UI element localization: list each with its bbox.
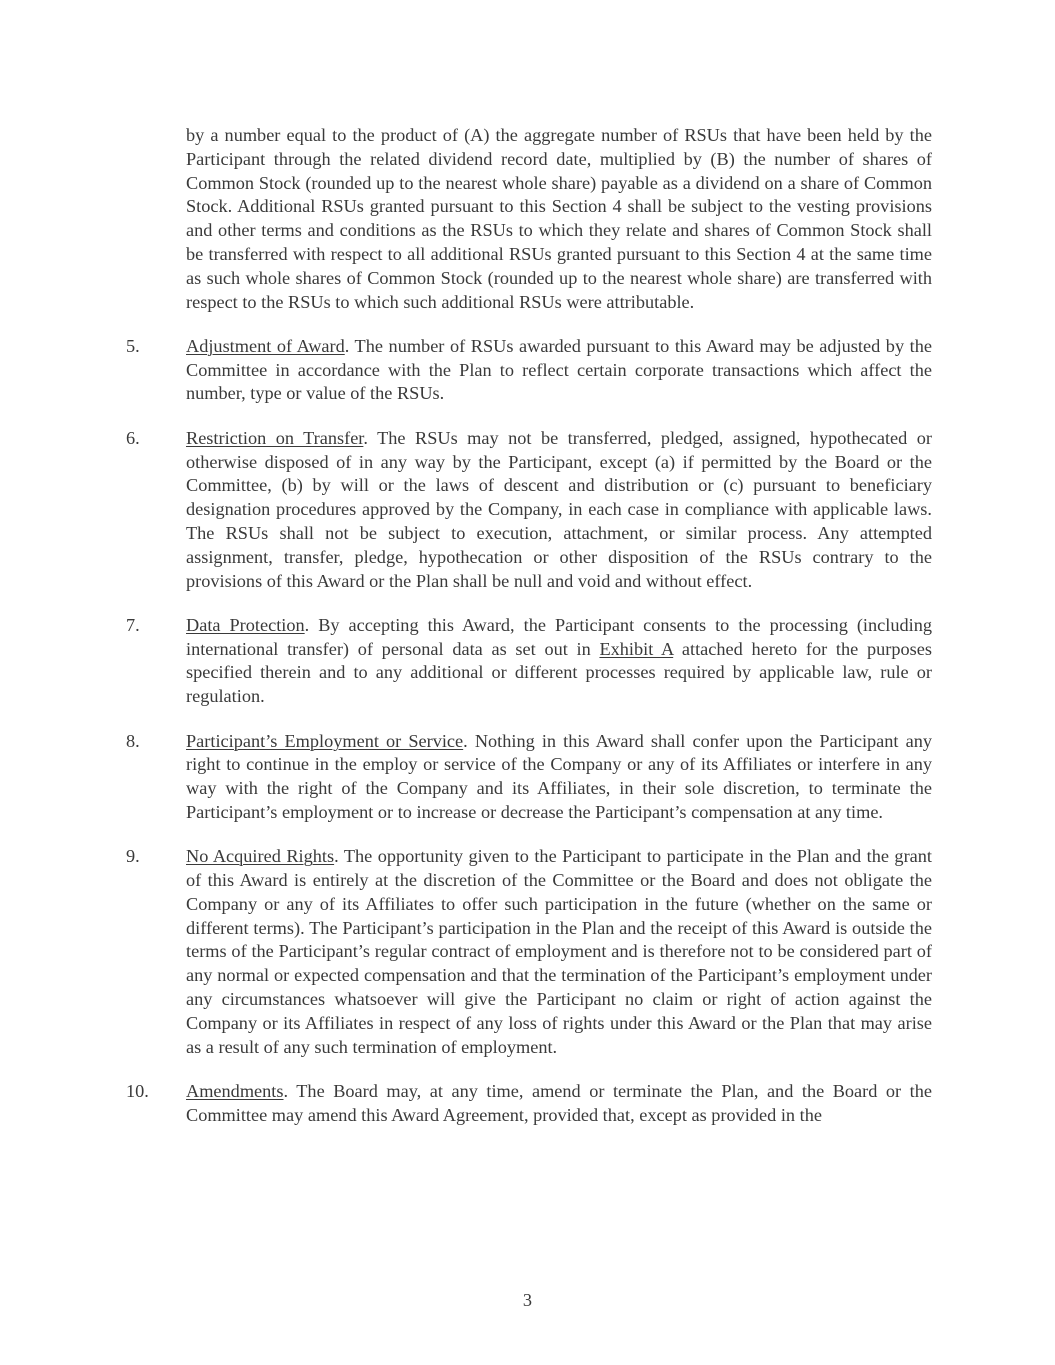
section-body [186,1080,932,1128]
section-heading: Restriction on Transfer [186,427,364,448]
section-body [186,614,932,709]
page-number: 3 [522,1290,533,1310]
section-6 [126,427,932,594]
section-8 [126,730,932,825]
section-9 [126,845,932,1059]
section-number: 7. [126,614,140,635]
section-body [186,845,932,1059]
section-text: . The number of RSUs awarded pursuant to this Award may be adjusted by the Committee in accordance with the Plan to reflect certain corporate transactions which affect the number, type or value of the RSUs. [186,335,932,404]
exhibit-a-reference: Exhibit A [599,638,674,659]
continuation-paragraph: by a number equal to the product of (A) the aggregate number of RSUs that have been held by the Participant through the related dividend record date, multiplied by (B) the number of shares of Common Stock (rounded up to the nearest whole share) payable as a dividend on a share of Common Stock. Additional RSUs granted pursuant to this Section 4 shall be subject to the vesting provisions and other terms and conditions as the RSUs to which they relate and shares of Common Stock shall be transferred with respect to all additional RSUs granted pursuant to this Section 4 at the same time as such whole shares of Common Stock (rounded up to the nearest whole share) are transferred with respect to the RSUs to which such additional RSUs were attributable. [186,125,932,312]
section-heading: Participant’s Employment or Service [186,730,464,751]
section-text: . The RSUs may not be transferred, pledged, assigned, hypothecated or otherwise disposed of in any way by the Participant, except (a) if permitted by the Board or the Committee, (b) by will or the laws of descent and distribution or (c) pursuant to beneficiary designation procedures approved by the Company, in each case in compliance with applicable laws. The RSUs shall not be subject to execution, attachment, or similar process. Any attempted assignment, transfer, pledge, hypothecation or other disposition of the RSUs contrary to the provisions of this Award or the Plan shall be null and void and without effect. [186,427,932,591]
section-7 [126,614,932,709]
section-text: . By accepting this Award, the Participant consents to the processing (including international transfer) of personal data as set out in [186,614,932,659]
section-heading: Amendments [186,1080,284,1101]
section-number: 5. [126,335,140,356]
section-5 [126,335,932,406]
section-body [186,730,932,825]
section-text: . The opportunity given to the Participant to participate in the Plan and the grant of this Award is entirely at the discretion of the Committee or the Board and does not obligate the Company or any of its Affiliates to offer such participation in the future (whether on the same or different terms). The Participant’s participation in the Plan and the receipt of this Award is outside the terms of the Participant’s regular contract of employment and is therefore not to be considered part of any normal or expected compensation and that the termination of the Participant’s employment under any circumstances whatsoever will give the Participant no claim or right of action against the Company or its Affiliates in respect of any loss of rights under this Award or the Plan that may arise as a result of any such termination of employment. [186,846,932,1057]
section-text: . The Board may, at any time, amend or terminate the Plan, and the Board or the Committee may amend this Award Agreement, provided that, except as provided in the [186,1080,932,1125]
section-number: 9. [126,846,140,867]
section-body [186,335,932,406]
section-text: attached hereto for the purposes specified therein and to any additional or different processes required by applicable law, rule or regulation. [186,638,932,707]
section-number: 8. [126,730,140,751]
section-heading: Adjustment of Award [186,335,345,356]
section-body [186,427,932,594]
section-number: 10. [126,1080,149,1101]
section-heading: Data Protection [186,614,305,635]
section-heading: No Acquired Rights [186,846,335,867]
section-10 [126,1080,932,1128]
section-number: 6. [126,427,140,448]
section-text: . Nothing in this Award shall confer upon the Participant any right to continue in the employ or service of the Company or any of its Affiliates or interfere in any way with the right of the Company and its Affiliates, in their sole discretion, to terminate the Participant’s employment or to increase or decrease the Participant’s compensation at any time. [186,730,932,822]
document-body [126,124,932,1127]
